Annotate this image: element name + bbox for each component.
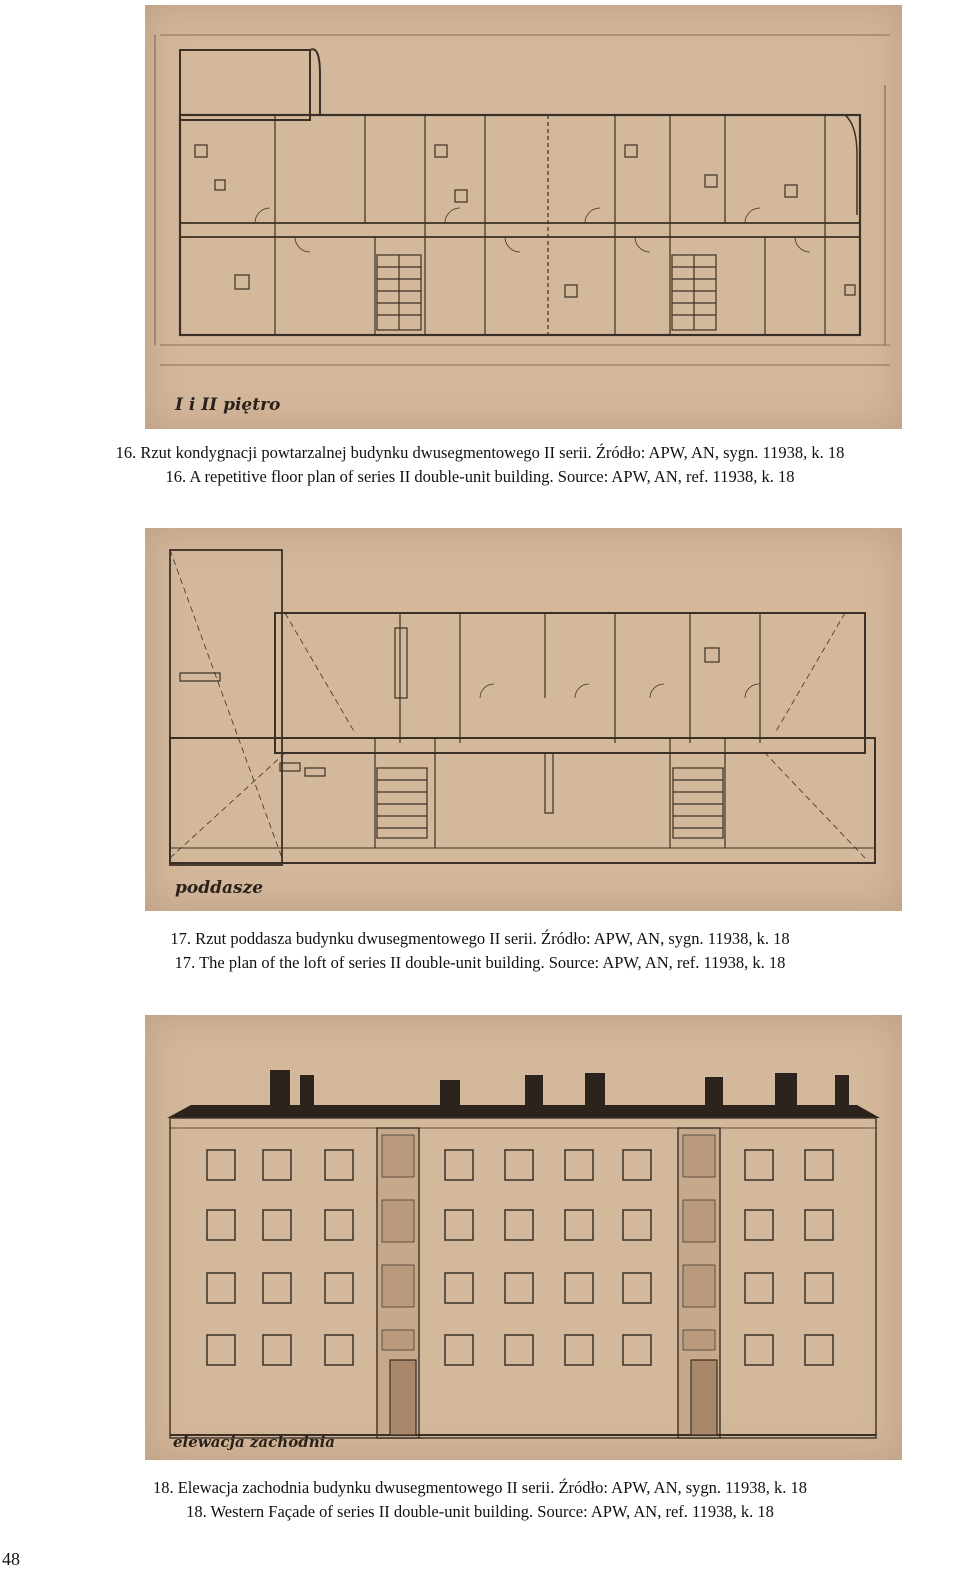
facade-figure (145, 1015, 902, 1460)
floor-plan-figure (145, 5, 902, 429)
figure-18-caption (0, 1476, 960, 1524)
caption-polish: 18. Elewacja zachodnia budynku dwusegmentowego II serii. Źródło: APW, AN, sygn. 11938, k. 18 (152, 1478, 808, 1497)
figure-16-caption (0, 441, 960, 489)
figure-17-caption (0, 927, 960, 975)
facade-label: elewacja zachodnia (173, 1433, 336, 1451)
caption-english: 18. Western Façade of series II double-unit building. Source: APW, AN, ref. 11938, k. 18 (186, 1502, 774, 1521)
caption-english: 16. A repetitive floor plan of series II double-unit building. Source: APW, AN, ref. 11938, k. 18 (165, 467, 795, 486)
caption-polish: 17. Rzut poddasza budynku dwusegmentowego II serii. Źródło: APW, AN, sygn. 11938, k. 18 (170, 929, 790, 948)
loft-plan-label: poddasze (175, 878, 264, 898)
floor-plan-label: I i II piętro (175, 395, 281, 415)
page-number: 48 (2, 1549, 20, 1569)
loft-plan-figure (145, 528, 902, 911)
facade-drawing (145, 1015, 902, 1460)
floor-plan-drawing (145, 5, 902, 429)
caption-english: 17. The plan of the loft of series II double-unit building. Source: APW, AN, ref. 11938, k. 18 (174, 953, 786, 972)
caption-polish: 16. Rzut kondygnacji powtarzalnej budynku dwusegmentowego II serii. Źródło: APW, AN, sygn. 11938, k. 18 (115, 443, 845, 462)
loft-plan-drawing (145, 528, 902, 911)
